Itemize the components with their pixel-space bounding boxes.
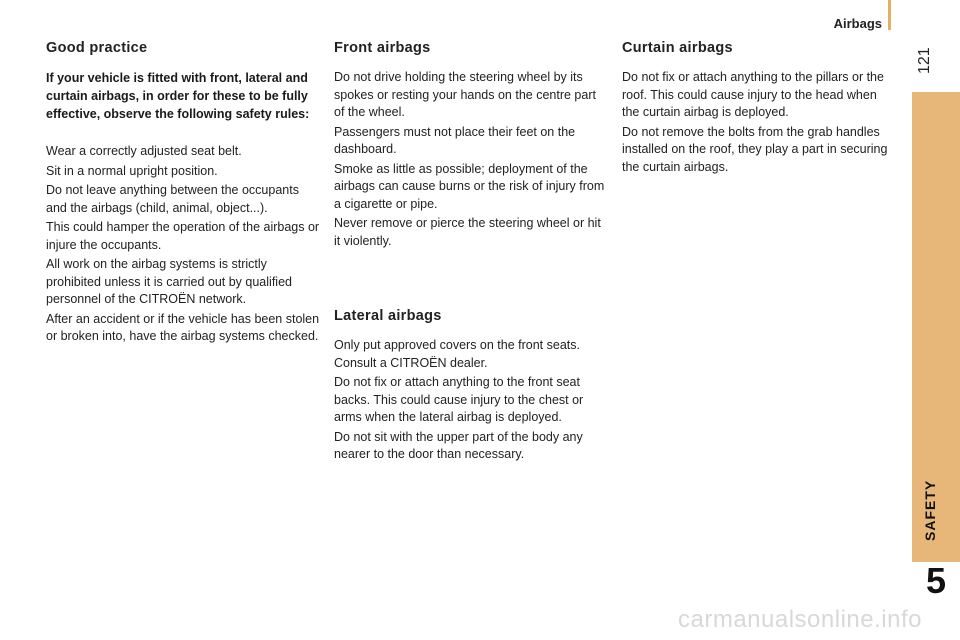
page-header-title: Airbags (833, 16, 882, 31)
lateral-airbags-section (334, 308, 614, 466)
header-divider (888, 0, 891, 30)
good-practice-paragraph: All work on the airbag systems is strictly prohibited unless it is carried out by qualified personnel of the CITROËN network. (46, 257, 292, 306)
front-airbags-paragraph: Do not drive holding the steering wheel by its spokes or resting your hands on the centre part of the wheel. (334, 70, 596, 119)
lateral-airbags-paragraph: Only put approved covers on the front seats. Consult a CITROËN dealer. (334, 338, 580, 370)
front-airbags-heading: Front airbags (334, 40, 431, 56)
front-airbags-section (334, 40, 609, 252)
good-practice-paragraph: Wear a correctly adjusted seat belt. (46, 144, 242, 158)
front-airbags-paragraph: Never remove or pierce the steering wheel or hit it violently. (334, 216, 601, 248)
good-practice-lead: If your vehicle is fitted with front, lateral and curtain airbags, in order for these to be fully effective, observe the following safety rules: (46, 71, 310, 121)
page-number: 121 (916, 47, 933, 75)
lateral-airbags-paragraph: Do not sit with the upper part of the body any nearer to the door than necessary. (334, 429, 583, 461)
good-practice-paragraph: This could hamper the operation of the airbags or injure the occupants. (46, 220, 320, 252)
chapter-number: 5 (925, 560, 947, 601)
watermark: carmanualsonline.info (678, 606, 922, 633)
front-airbags-paragraph: Passengers must not place their feet on the dashboard. (334, 124, 576, 156)
good-practice-heading: Good practice (46, 40, 148, 56)
good-practice-section (46, 40, 321, 348)
good-practice-paragraph: Sit in a normal upright position. (46, 163, 218, 178)
front-airbags-paragraph: Smoke as little as possible; deployment of the airbags can cause burns or the risk of injury from a cigarette or pipe. (334, 161, 605, 211)
curtain-airbags-paragraph: Do not remove the bolts from the grab handles installed on the roof, they play a part in securing the curtain airbags. (622, 124, 888, 174)
good-practice-paragraph: Do not leave anything between the occupants and the airbags (child, animal, object...). (46, 183, 299, 215)
good-practice-paragraph: After an accident or if the vehicle has been stolen or broken into, have the airbag systems checked. (46, 311, 320, 343)
lateral-airbags-paragraph: Do not fix or attach anything to the front seat backs. This could cause injury to the chest or arms when the lateral airbag is deployed. (334, 375, 584, 424)
curtain-airbags-heading: Curtain airbags (622, 40, 733, 56)
lateral-airbags-heading: Lateral airbags (334, 308, 442, 324)
section-label: SAFETY (922, 479, 938, 541)
curtain-airbags-paragraph: Do not fix or attach anything to the pillars or the roof. This could cause injury to the head when the curtain airbag is deployed. (622, 70, 884, 119)
curtain-airbags-section (622, 40, 892, 178)
